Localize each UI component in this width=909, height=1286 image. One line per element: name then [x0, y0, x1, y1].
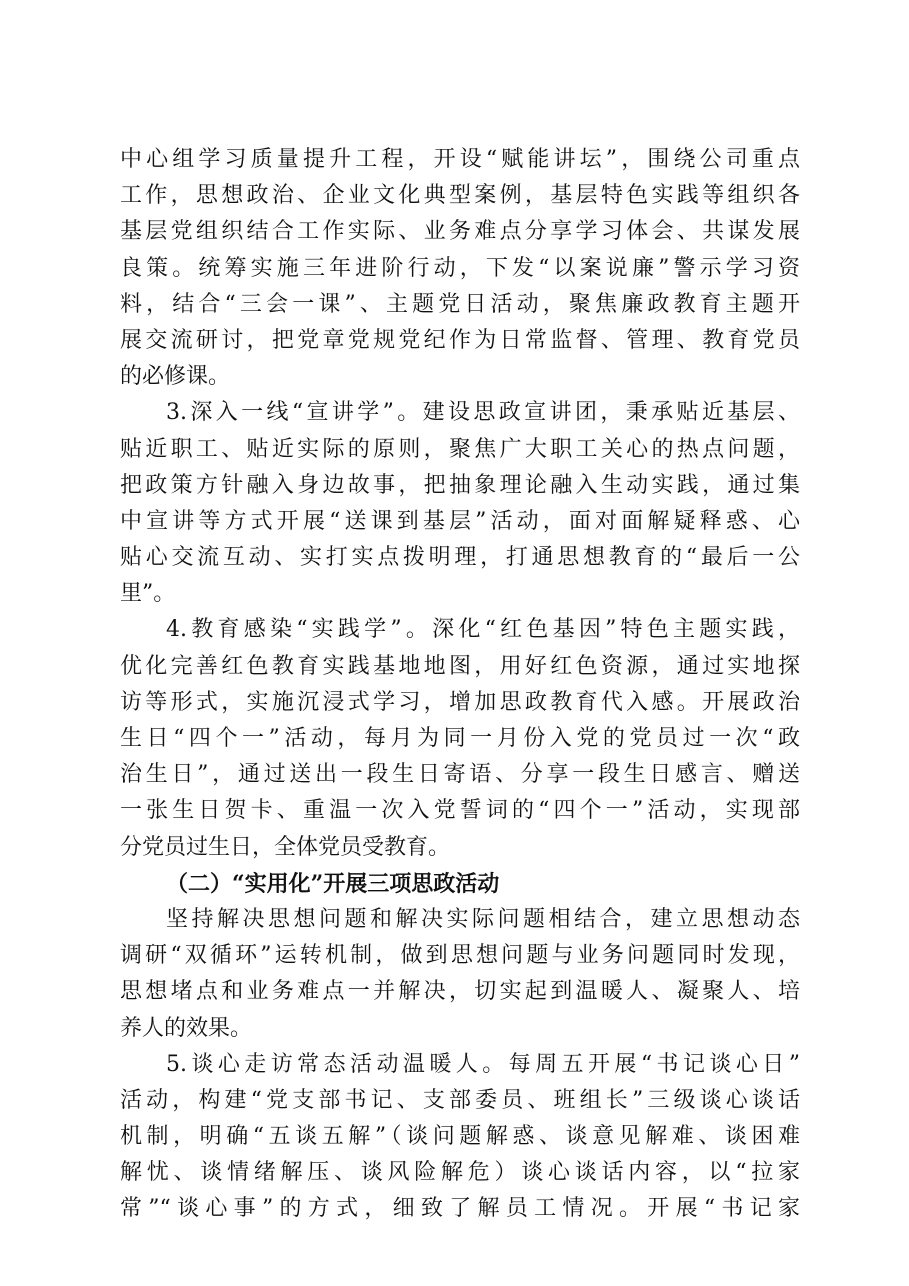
paragraph-line: 活动，构建“党支部书记、支部委员、班组长”三级谈心谈话 [120, 1087, 800, 1113]
paragraph-line: 的必修课。 [120, 364, 231, 390]
paragraph-line: 基层党组织结合工作实际、业务难点分享学习体会、共谋发展 [120, 219, 800, 245]
paragraph-line: 3.深入一线“宣讲学”。建设思政宣讲团，秉承贴近基层、 [166, 400, 800, 426]
paragraph-line: 把政策方针融入身边故事，把抽象理论融入生动实践，通过集 [120, 472, 800, 498]
paragraph-line: 5.谈心走访常态活动温暖人。每周五开展“书记谈心日” [166, 1051, 800, 1077]
paragraph-line: 展交流研讨，把党章党规党纪作为日常监督、管理、教育党员 [120, 327, 800, 353]
paragraph-line: 贴近职工、贴近实际的原则，聚焦广大职工关心的热点问题， [120, 436, 800, 462]
paragraph-line: 分党员过生日，全体党员受教育。 [120, 834, 451, 860]
paragraph-line: 料，结合“三会一课”、主题党日活动，聚焦廉政教育主题开 [120, 291, 800, 317]
paragraph-line: 治生日”，通过送出一段生日寄语、分享一段生日感言、赠送 [120, 762, 800, 788]
paragraph-line: 思想堵点和业务难点一并解决，切实起到温暖人、凝聚人、培 [120, 979, 800, 1005]
paragraph-line: 良策。统筹实施三年进阶行动，下发“以案说廉”警示学习资 [120, 255, 800, 281]
paragraph-line: 里”。 [120, 581, 176, 607]
paragraph-line: 优化完善红色教育实践基地地图，用好红色资源，通过实地探 [120, 653, 800, 679]
paragraph-line: 坚持解决思想问题和解决实际问题相结合，建立思想动态 [166, 906, 800, 932]
paragraph-line: 中宣讲等方式开展“送课到基层”活动，面对面解疑释惑、心 [120, 508, 800, 534]
paragraph-line: 养人的效果。 [120, 1015, 253, 1041]
paragraph-line: 一张生日贺卡、重温一次入党誓词的“四个一”活动，实现部 [120, 798, 800, 824]
paragraph-line: 贴心交流互动、实打实点拨明理，打通思想教育的“最后一公 [120, 545, 800, 571]
paragraph-line: 生日“四个一”活动，每月为同一月份入党的党员过一次“政 [120, 726, 800, 751]
paragraph-line: 解忧、谈情绪解压、谈风险解危）谈心谈话内容，以“拉家 [120, 1160, 800, 1186]
paragraph-line: 常”“谈心事”的方式，细致了解员工情况。开展“书记家 [120, 1196, 800, 1222]
paragraph-line: 工作，思想政治、企业文化典型案例，基层特色实践等组织各 [120, 183, 800, 209]
paragraph-line: 4.教育感染“实践学”。深化“红色基因”特色主题实践， [166, 617, 800, 643]
paragraph-line: 机制，明确“五谈五解”（谈问题解惑、谈意见解难、谈困难 [120, 1124, 800, 1150]
paragraph-line: 调研“双循环”运转机制，做到思想问题与业务问题同时发现， [120, 943, 800, 969]
document-body [120, 142, 800, 1228]
paragraph-line: 中心组学习质量提升工程，开设“赋能讲坛”，围绕公司重点 [120, 147, 800, 172]
section-heading: （二）“实用化”开展三项思政活动 [166, 870, 500, 897]
paragraph-line: 访等形式，实施沉浸式学习，增加思政教育代入感。开展政治 [120, 689, 800, 715]
